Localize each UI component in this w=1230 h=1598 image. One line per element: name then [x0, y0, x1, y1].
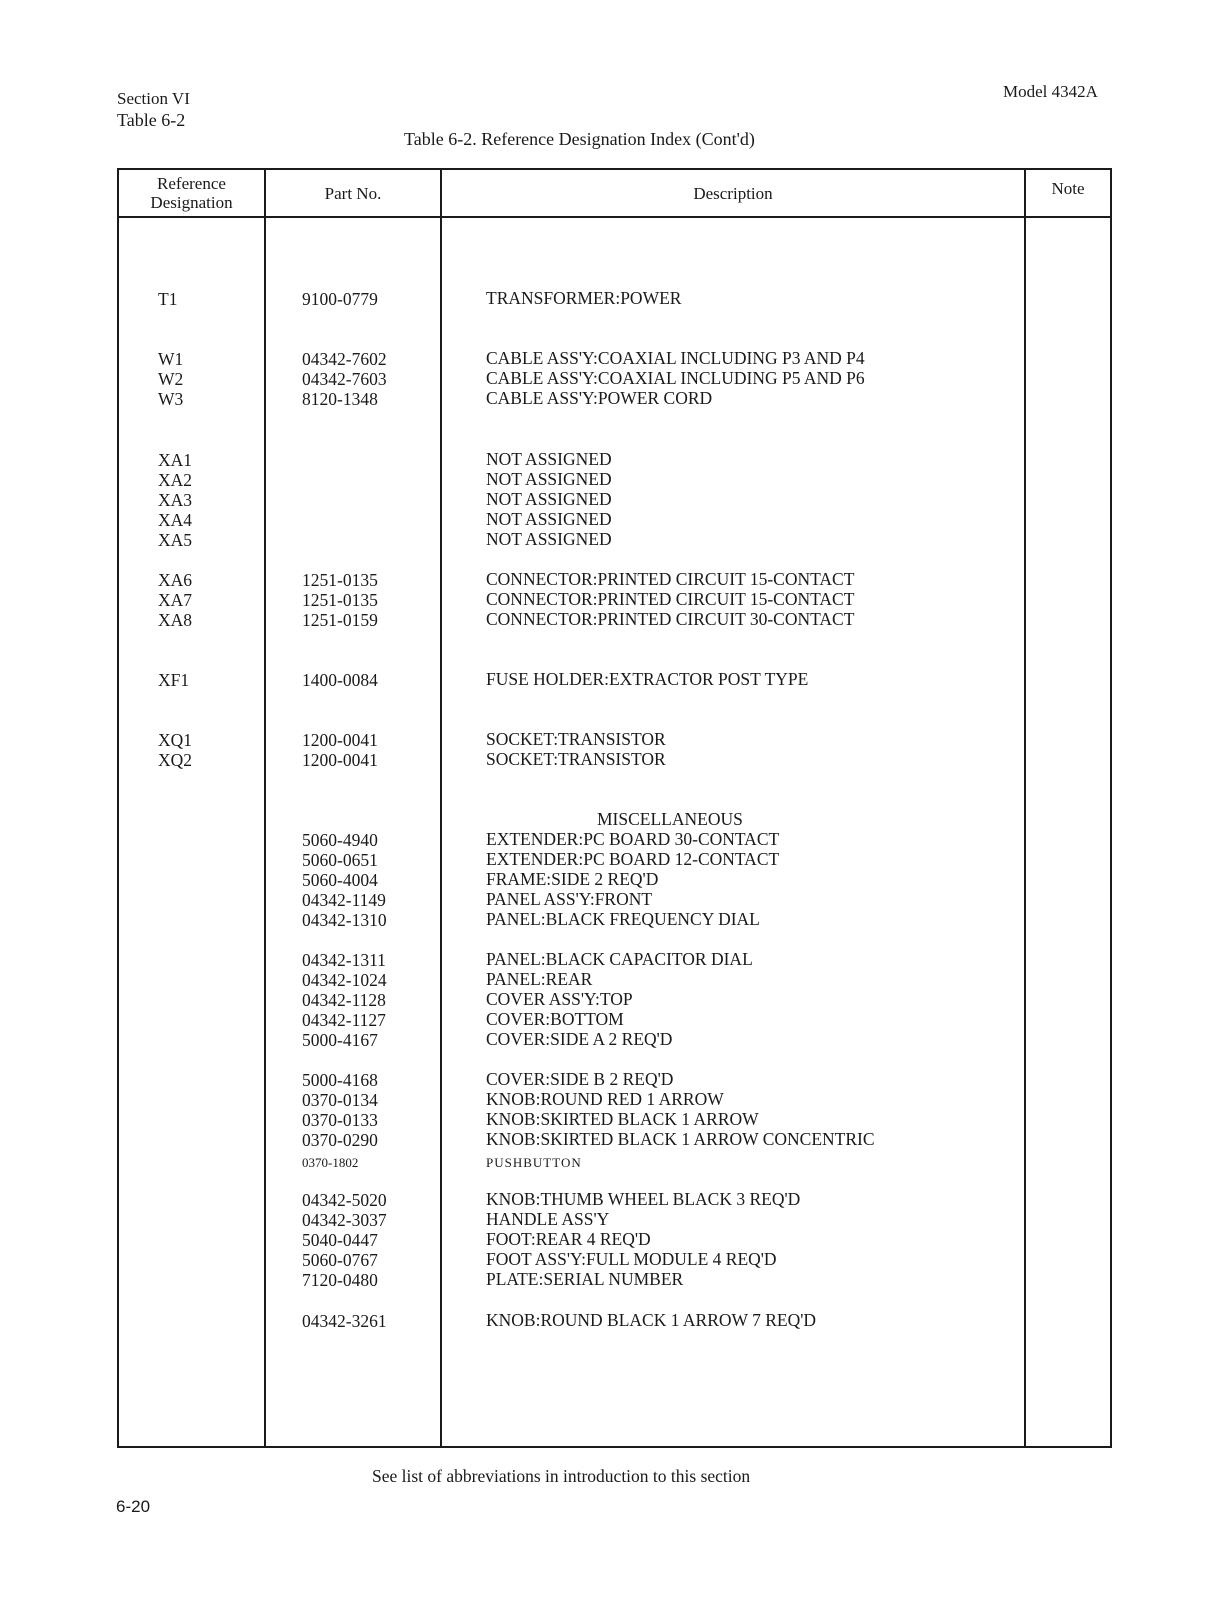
misc-part: 5060-4940 [302, 830, 378, 850]
misc-part: 04342-1310 [302, 910, 387, 930]
column-header-part: Part No. [324, 183, 382, 203]
row-ref: XA8 [158, 610, 193, 630]
misc-desc: KNOB:SKIRTED BLACK 1 ARROW CONCENTRIC [486, 1129, 875, 1149]
row-desc: NOT ASSIGNED [486, 509, 612, 529]
row-desc: FUSE HOLDER:EXTRACTOR POST TYPE [486, 669, 809, 689]
page-number: 6-20 [116, 1497, 151, 1516]
misc-part: 0370-0133 [302, 1110, 378, 1130]
row-part: 1200-0041 [302, 750, 378, 770]
column-divider [440, 170, 442, 1446]
misc-part: 5000-4167 [302, 1030, 378, 1050]
header-divider [119, 216, 1110, 218]
misc-part: 04342-3037 [302, 1210, 387, 1230]
table-title: Table 6-2. Reference Designation Index (Cont'd) [404, 129, 755, 149]
abbreviations-note: See list of abbreviations in introduction to this section [372, 1466, 751, 1486]
misc-part: 04342-1128 [302, 990, 386, 1010]
row-desc: NOT ASSIGNED [486, 489, 612, 509]
misc-desc: EXTENDER:PC BOARD 12-CONTACT [486, 849, 780, 869]
misc-part: 04342-5020 [302, 1190, 387, 1210]
model-label: Model 4342A [1003, 82, 1098, 101]
misc-part: 0370-0290 [302, 1130, 378, 1150]
misc-part: 0370-1802 [302, 1155, 359, 1170]
misc-desc: EXTENDER:PC BOARD 30-CONTACT [486, 829, 780, 849]
row-desc: CONNECTOR:PRINTED CIRCUIT 15-CONTACT [486, 589, 855, 609]
misc-part: 04342-1024 [302, 970, 387, 990]
row-ref: XA4 [158, 510, 193, 530]
row-ref: XA5 [158, 530, 193, 550]
misc-desc: PANEL:REAR [486, 969, 593, 989]
row-ref: XQ1 [158, 730, 193, 750]
row-desc: SOCKET:TRANSISTOR [486, 729, 666, 749]
misc-desc: PANEL ASS'Y:FRONT [486, 889, 653, 909]
row-ref: XA1 [158, 450, 193, 470]
misc-part: 5040-0447 [302, 1230, 378, 1250]
row-desc: NOT ASSIGNED [486, 449, 612, 469]
misc-desc: COVER ASS'Y:TOP [486, 989, 633, 1009]
row-desc: NOT ASSIGNED [486, 529, 612, 549]
row-desc: NOT ASSIGNED [486, 469, 612, 489]
row-ref: XA7 [158, 590, 193, 610]
row-part: 1251-0135 [302, 570, 378, 590]
row-part: 04342-7603 [302, 369, 387, 389]
misc-desc: FOOT ASS'Y:FULL MODULE 4 REQ'D [486, 1249, 777, 1269]
row-desc: TRANSFORMER:POWER [486, 288, 682, 308]
misc-desc: KNOB:THUMB WHEEL BLACK 3 REQ'D [486, 1189, 801, 1209]
column-header-note: Note [1051, 179, 1085, 198]
misc-desc: COVER:SIDE B 2 REQ'D [486, 1069, 674, 1089]
misc-part: 5060-4004 [302, 870, 378, 890]
misc-part: 5060-0651 [302, 850, 378, 870]
column-divider [1024, 170, 1026, 1446]
misc-desc: PUSHBUTTON [486, 1155, 582, 1170]
column-header-description: Description [693, 183, 773, 203]
misc-desc: PANEL:BLACK FREQUENCY DIAL [486, 909, 760, 929]
row-desc: CABLE ASS'Y:POWER CORD [486, 388, 713, 408]
row-ref: W3 [158, 389, 184, 409]
section-label: Section VI [117, 89, 190, 108]
row-desc: SOCKET:TRANSISTOR [486, 749, 666, 769]
row-desc: CONNECTOR:PRINTED CIRCUIT 15-CONTACT [486, 569, 855, 589]
misc-desc: HANDLE ASS'Y [486, 1209, 610, 1229]
misc-part: 7120-0480 [302, 1270, 378, 1290]
row-ref: T1 [158, 289, 178, 309]
misc-desc: FRAME:SIDE 2 REQ'D [486, 869, 659, 889]
misc-desc: FOOT:REAR 4 REQ'D [486, 1229, 651, 1249]
misc-heading: MISCELLANEOUS [597, 809, 743, 829]
column-header-reference-line1: Reference [157, 174, 226, 193]
misc-desc: COVER:SIDE A 2 REQ'D [486, 1029, 673, 1049]
row-part: 1251-0159 [302, 610, 378, 630]
row-ref: XA6 [158, 570, 193, 590]
misc-desc: KNOB:ROUND RED 1 ARROW [486, 1089, 724, 1109]
row-ref: W2 [158, 369, 184, 389]
misc-desc: PANEL:BLACK CAPACITOR DIAL [486, 949, 753, 969]
row-ref: XF1 [158, 670, 190, 690]
column-header-reference [119, 170, 264, 216]
row-part: 04342-7602 [302, 349, 387, 369]
misc-part: 04342-1311 [302, 950, 386, 970]
column-divider [264, 170, 266, 1446]
row-ref: W1 [158, 349, 184, 369]
row-desc: CABLE ASS'Y:COAXIAL INCLUDING P5 AND P6 [486, 368, 865, 388]
row-part: 1200-0041 [302, 730, 378, 750]
row-part: 9100-0779 [302, 289, 378, 309]
row-desc: CONNECTOR:PRINTED CIRCUIT 30-CONTACT [486, 609, 855, 629]
misc-desc: KNOB:SKIRTED BLACK 1 ARROW [486, 1109, 759, 1129]
row-part: 1251-0135 [302, 590, 378, 610]
row-part: 8120-1348 [302, 389, 378, 409]
table-reference: Table 6-2 [117, 110, 186, 130]
misc-part: 04342-1127 [302, 1010, 386, 1030]
misc-part: 5060-0767 [302, 1250, 378, 1270]
misc-desc: COVER:BOTTOM [486, 1009, 624, 1029]
misc-desc: PLATE:SERIAL NUMBER [486, 1269, 684, 1289]
misc-part: 0370-0134 [302, 1090, 378, 1110]
row-desc: CABLE ASS'Y:COAXIAL INCLUDING P3 AND P4 [486, 348, 865, 368]
misc-desc: KNOB:ROUND BLACK 1 ARROW 7 REQ'D [486, 1310, 817, 1330]
column-header-reference-line2: Designation [150, 193, 233, 212]
row-ref: XA2 [158, 470, 193, 490]
row-ref: XA3 [158, 490, 193, 510]
misc-part: 5000-4168 [302, 1070, 378, 1090]
row-part: 1400-0084 [302, 670, 378, 690]
misc-part: 04342-3261 [302, 1311, 387, 1331]
row-ref: XQ2 [158, 750, 193, 770]
misc-part: 04342-1149 [302, 890, 386, 910]
